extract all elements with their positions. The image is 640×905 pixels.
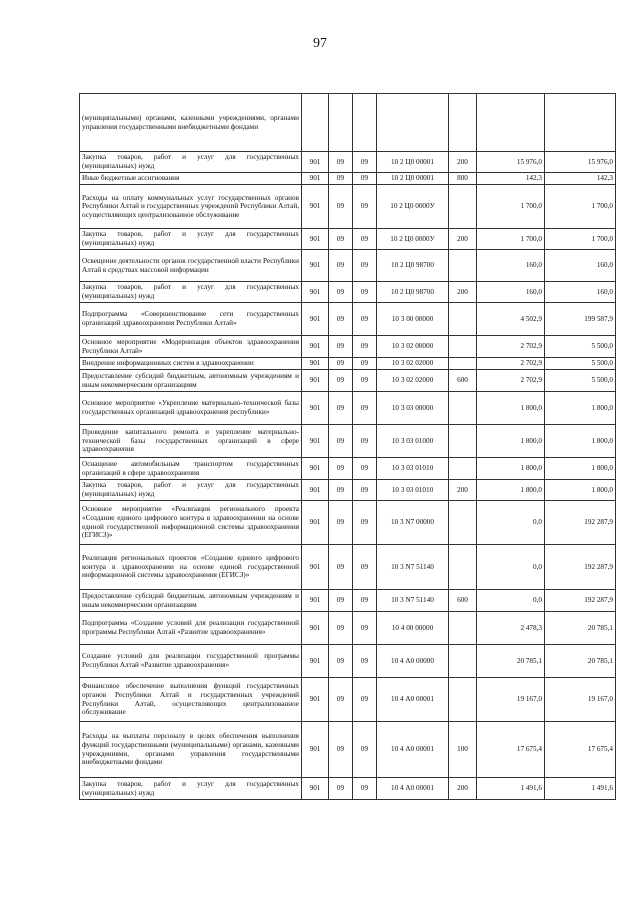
table-row [80,480,616,501]
page-number: 97 [313,36,327,51]
table-row [80,590,616,612]
cell-name: Закупка товаров, работ и услуг для государственных (муниципальных) нужд [80,778,302,800]
cell-section: 09 [329,545,353,590]
cell-expense-type [449,392,477,425]
cell-expense-type: 200 [449,480,477,501]
cell-section: 09 [329,678,353,722]
cell-grbs: 901 [302,185,329,229]
cell-grbs: 901 [302,722,329,778]
table-row [80,501,616,545]
cell-amount-1: 20 785,1 [477,645,545,678]
cell-amount-2: 5 500,0 [545,370,616,392]
cell-amount-2: 17 675,4 [545,722,616,778]
cell-amount-1: 0,0 [477,501,545,545]
cell-amount-1: 0,0 [477,545,545,590]
cell-target-article: 10 4 А0 00001 [377,778,449,800]
table-row [80,425,616,458]
cell-subsection: 09 [353,425,377,458]
cell-name: Освещение деятельности органов государственной власти Республики Алтай в средствах массовой информации [80,250,302,282]
cell-amount-2: 192 287,9 [545,501,616,545]
cell-subsection: 09 [353,250,377,282]
cell-expense-type: 600 [449,370,477,392]
cell-name: Подпрограмма «Создание условий для реализации государственной программы Республики Алтай «Развитие здравоохранения» [80,612,302,645]
cell-grbs: 901 [302,250,329,282]
cell-grbs: 901 [302,336,329,358]
cell-expense-type [449,336,477,358]
cell-amount-2: 1 491,6 [545,778,616,800]
cell-target-article: 10 3 02 02000 [377,358,449,370]
cell-section: 09 [329,612,353,645]
cell-subsection: 09 [353,458,377,480]
table-row [80,645,616,678]
cell-grbs: 901 [302,778,329,800]
cell-subsection: 09 [353,645,377,678]
cell-expense-type [449,458,477,480]
table-row [80,282,616,303]
cell-amount-1: 2 702,9 [477,370,545,392]
cell-name: Закупка товаров, работ и услуг для государственных (муниципальных) нужд [80,480,302,501]
cell-amount-1: 1 700,0 [477,229,545,250]
cell-subsection: 09 [353,778,377,800]
table-row [80,545,616,590]
cell-name: Оснащение автомобильным транспортом государственных организаций в сфере здравоохранения [80,458,302,480]
cell-name: Основное мероприятие «Реализация регионального проекта «Создание единого цифрового контура в здравоохранении на основе единой государственной информационной системы здравоохранения (ЕГИСЗ)» [80,501,302,545]
cell-name: Иные бюджетные ассигнования [80,173,302,185]
cell-expense-type: 100 [449,722,477,778]
cell-amount-1: 1 491,6 [477,778,545,800]
cell-amount-2: 5 500,0 [545,336,616,358]
cell-amount-2: 1 800,0 [545,458,616,480]
cell-name: Предоставление субсидий бюджетным, автономным учреждениям и иным некоммерческим организациям [80,590,302,612]
budget-table [79,93,616,800]
cell-amount-2: 192 287,9 [545,545,616,590]
cell-section: 09 [329,392,353,425]
cell-expense-type [449,645,477,678]
cell-section: 09 [329,645,353,678]
cell-target-article: 10 3 03 01000 [377,425,449,458]
cell-subsection: 09 [353,229,377,250]
table-row [80,458,616,480]
cell-target-article: 10 2 Ц0 0000У [377,229,449,250]
cell-grbs: 901 [302,590,329,612]
cell-amount-2: 160,0 [545,282,616,303]
cell-subsection: 09 [353,612,377,645]
cell-target-article: 10 3 02 02000 [377,370,449,392]
cell-target-article: 10 3 03 01010 [377,458,449,480]
cell-section: 09 [329,778,353,800]
cell-grbs: 901 [302,501,329,545]
cell-target-article: 10 3 N7 51140 [377,590,449,612]
cell-expense-type [449,94,477,152]
cell-grbs: 901 [302,303,329,336]
cell-subsection: 09 [353,480,377,501]
cell-amount-2: 160,0 [545,250,616,282]
cell-subsection: 09 [353,185,377,229]
cell-target-article [377,94,449,152]
cell-amount-1: 160,0 [477,282,545,303]
table-row [80,250,616,282]
cell-expense-type [449,425,477,458]
cell-grbs: 901 [302,358,329,370]
table-row [80,678,616,722]
cell-amount-1: 4 502,9 [477,303,545,336]
cell-amount-1: 2 702,9 [477,336,545,358]
cell-target-article: 10 2 Ц0 98700 [377,250,449,282]
cell-name: Реализация региональных проектов «Создание единого цифрового контура в здравоохранении на основе единой государственной информационной системы здравоохранения (ЕГИСЗ)» [80,545,302,590]
cell-grbs: 901 [302,545,329,590]
cell-name: Основное мероприятие «Модернизация объектов здравоохранения Республики Алтай» [80,336,302,358]
cell-name: Закупка товаров, работ и услуг для государственных (муниципальных) нужд [80,282,302,303]
cell-expense-type: 200 [449,778,477,800]
cell-target-article: 10 3 00 00000 [377,303,449,336]
cell-section: 09 [329,370,353,392]
cell-target-article: 10 2 Ц0 0000У [377,185,449,229]
cell-subsection: 09 [353,152,377,173]
cell-subsection: 09 [353,545,377,590]
table-row [80,722,616,778]
cell-subsection: 09 [353,590,377,612]
cell-section: 09 [329,358,353,370]
cell-amount-2: 1 800,0 [545,425,616,458]
cell-section: 09 [329,722,353,778]
cell-target-article: 10 2 Ц0 00001 [377,152,449,173]
cell-name: Расходы на выплаты персоналу в целях обеспечения выполнения функций государственными (муниципальными) органами, казенными учреждениями, органами управления государственными внебюджетными фондами [80,722,302,778]
cell-target-article: 10 3 03 00000 [377,392,449,425]
cell-amount-1: 1 800,0 [477,425,545,458]
table-row [80,152,616,173]
table-row [80,229,616,250]
cell-amount-1: 15 976,0 [477,152,545,173]
cell-amount-1: 1 800,0 [477,480,545,501]
cell-amount-1: 0,0 [477,590,545,612]
cell-amount-1: 160,0 [477,250,545,282]
cell-amount-2: 1 800,0 [545,480,616,501]
cell-target-article: 10 3 02 00000 [377,336,449,358]
cell-amount-2: 5 500,0 [545,358,616,370]
cell-name: Предоставление субсидий бюджетным, автономным учреждениям и иным некоммерческим организациям [80,370,302,392]
cell-expense-type: 200 [449,152,477,173]
cell-expense-type: 800 [449,173,477,185]
cell-target-article: 10 4 А0 00001 [377,722,449,778]
cell-section: 09 [329,282,353,303]
cell-amount-2: 1 800,0 [545,392,616,425]
cell-amount-2: 15 976,0 [545,152,616,173]
cell-amount-2: 1 700,0 [545,229,616,250]
table-row [80,778,616,800]
cell-name: Закупка товаров, работ и услуг для государственных (муниципальных) нужд [80,152,302,173]
cell-name: Внедрение информационных систем в здравоохранении [80,358,302,370]
cell-section: 09 [329,336,353,358]
cell-grbs: 901 [302,678,329,722]
cell-grbs: 901 [302,282,329,303]
cell-grbs: 901 [302,392,329,425]
cell-target-article: 10 4 А0 00001 [377,678,449,722]
cell-amount-2: 20 785,1 [545,612,616,645]
cell-section: 09 [329,458,353,480]
table-row [80,612,616,645]
cell-target-article: 10 3 03 01010 [377,480,449,501]
cell-target-article: 10 4 А0 00000 [377,645,449,678]
cell-subsection: 09 [353,303,377,336]
table-row [80,392,616,425]
table-row [80,303,616,336]
cell-grbs: 901 [302,173,329,185]
cell-expense-type [449,358,477,370]
table-body [80,94,616,800]
table-row [80,94,616,152]
cell-amount-2: 1 700,0 [545,185,616,229]
cell-expense-type [449,501,477,545]
cell-name: Закупка товаров, работ и услуг для государственных (муниципальных) нужд [80,229,302,250]
cell-amount-1: 2 702,9 [477,358,545,370]
cell-expense-type [449,678,477,722]
cell-target-article: 10 2 Ц0 00001 [377,173,449,185]
cell-target-article: 10 2 Ц0 98700 [377,282,449,303]
cell-subsection: 09 [353,173,377,185]
cell-section: 09 [329,229,353,250]
table-row [80,370,616,392]
cell-subsection: 09 [353,501,377,545]
cell-amount-1: 2 478,3 [477,612,545,645]
cell-amount-1: 142,3 [477,173,545,185]
cell-grbs: 901 [302,612,329,645]
cell-amount-2: 20 785,1 [545,645,616,678]
cell-subsection: 09 [353,336,377,358]
cell-section: 09 [329,590,353,612]
cell-section: 09 [329,501,353,545]
cell-expense-type [449,250,477,282]
cell-grbs: 901 [302,229,329,250]
cell-section: 09 [329,173,353,185]
cell-expense-type: 200 [449,282,477,303]
cell-expense-type [449,545,477,590]
cell-subsection [353,94,377,152]
cell-expense-type: 600 [449,590,477,612]
cell-target-article: 10 3 N7 00000 [377,501,449,545]
cell-grbs [302,94,329,152]
cell-amount-2: 142,3 [545,173,616,185]
cell-name: (муниципальными) органами, казенными учреждениями, органами управления государственными внебюджетными фондами [80,94,302,152]
cell-amount-2: 199 587,9 [545,303,616,336]
cell-grbs: 901 [302,458,329,480]
cell-name: Основное мероприятие «Укрепление материально-технической базы государственных организаций здравоохранения республики» [80,392,302,425]
table-row [80,336,616,358]
cell-grbs: 901 [302,370,329,392]
cell-target-article: 10 4 00 00000 [377,612,449,645]
cell-section: 09 [329,480,353,501]
cell-grbs: 901 [302,425,329,458]
cell-subsection: 09 [353,722,377,778]
cell-name: Проведение капитального ремонта и укрепление материально-технической базы государственных организаций в сфере здравоохранения [80,425,302,458]
cell-name: Финансовое обеспечение выполнения функций государственных органов Республики Алтай и государственных учреждений Республики Алтай, осуществляющих централизованное обслуживание [80,678,302,722]
cell-amount-2: 192 287,9 [545,590,616,612]
cell-section: 09 [329,250,353,282]
cell-subsection: 09 [353,358,377,370]
cell-expense-type: 200 [449,229,477,250]
cell-amount-1 [477,94,545,152]
cell-expense-type [449,612,477,645]
cell-grbs: 901 [302,480,329,501]
cell-amount-1: 17 675,4 [477,722,545,778]
cell-amount-2: 19 167,0 [545,678,616,722]
cell-name: Подпрограмма «Совершенствование сети государственных организаций здравоохранения Республики Алтай» [80,303,302,336]
cell-amount-1: 1 800,0 [477,458,545,480]
cell-name: Расходы на оплату коммунальных услуг государственных органов Республики Алтай и государственных учреждений Республики Алтай, осуществляющих централизованное обслуживание [80,185,302,229]
cell-target-article: 10 3 N7 51140 [377,545,449,590]
table-row [80,358,616,370]
cell-amount-1: 1 700,0 [477,185,545,229]
cell-section: 09 [329,152,353,173]
cell-section: 09 [329,425,353,458]
cell-amount-1: 1 800,0 [477,392,545,425]
cell-expense-type [449,303,477,336]
cell-amount-2 [545,94,616,152]
cell-section: 09 [329,185,353,229]
cell-subsection: 09 [353,392,377,425]
cell-subsection: 09 [353,678,377,722]
cell-grbs: 901 [302,645,329,678]
cell-name: Создание условий для реализации государственной программы Республики Алтай «Развитие здравоохранения» [80,645,302,678]
table-row [80,173,616,185]
cell-expense-type [449,185,477,229]
cell-subsection: 09 [353,282,377,303]
cell-section: 09 [329,303,353,336]
table-row [80,185,616,229]
cell-section [329,94,353,152]
cell-grbs: 901 [302,152,329,173]
cell-amount-1: 19 167,0 [477,678,545,722]
cell-subsection: 09 [353,370,377,392]
